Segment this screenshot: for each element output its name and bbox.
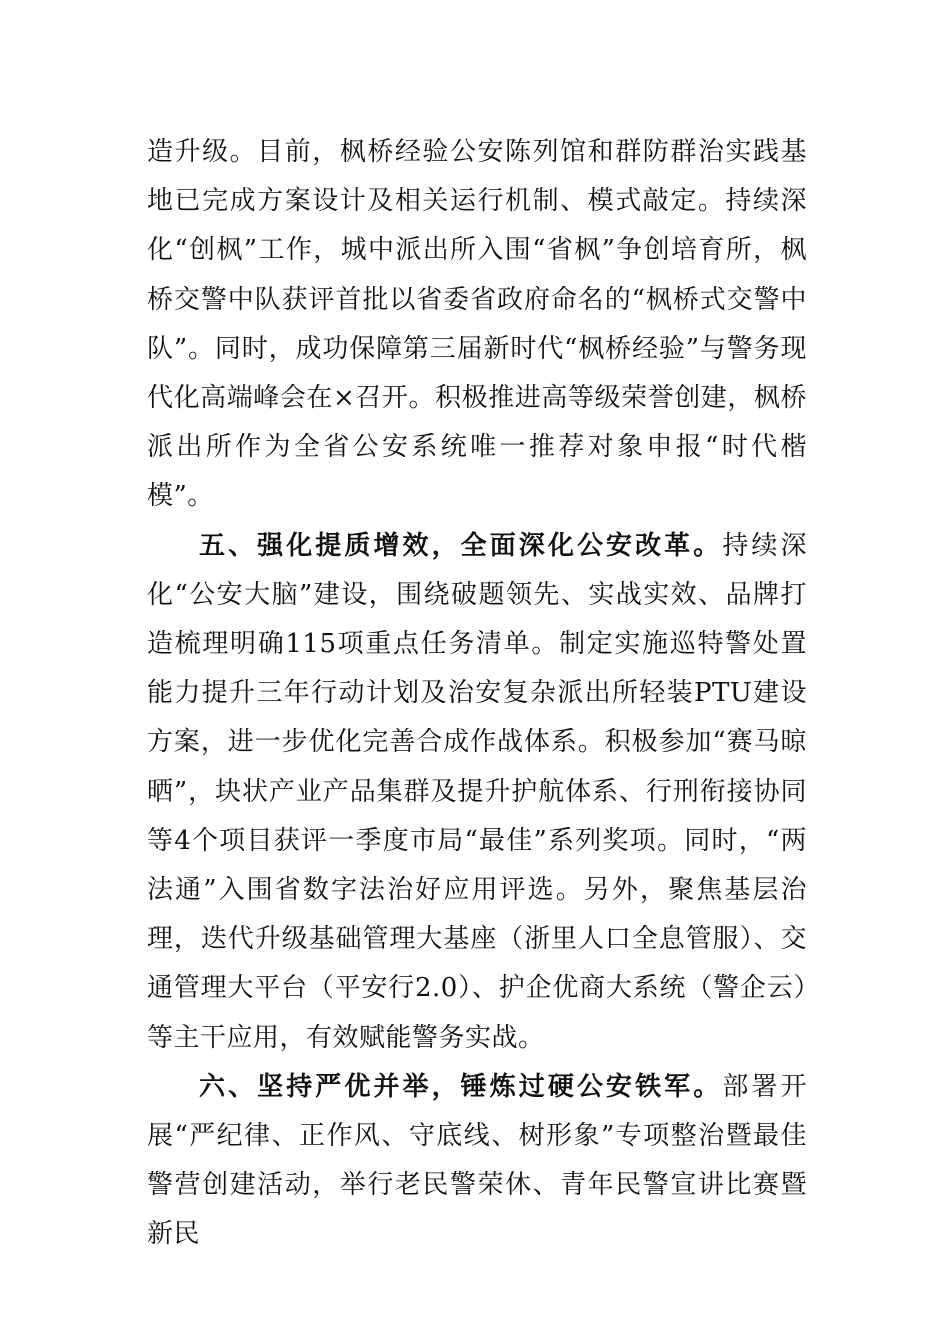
document-body: [147, 128, 807, 1260]
paragraph-section-6: [147, 1063, 807, 1260]
paragraph-text: 持续深化“公安大脑”建设，围绕破题领先、实战实效、品牌打造梳理明确115项重点任务清单。制定实施巡特警处置能力提升三年行动计划及治安复杂派出所轻装PTU建设方案，进一步优化完善合成作战体系。积极参加“赛马晾晒”，块状产业产品集群及提升护航体系、行刑衔接协同等4个项目获评一季度市局“最佳”系列奖项。同时，“两法通”入围省数字法治好应用评选。另外，聚焦基层治理，迭代升级基础管理大基座（浙里人口全息管服）、交通管理大平台（平安行2.0）、护企优商大系统（警企云）等主干应用，有效赋能警务实战。: [147, 530, 807, 1053]
paragraph-text: 部署开展“严纪律、正作风、守底线、树形象”专项整治暨最佳警营创建活动，举行老民警荣休、青年民警宣讲比赛暨新民: [147, 1071, 807, 1250]
paragraph-section-5: [147, 522, 807, 1063]
paragraph-continuation: [147, 128, 807, 522]
paragraph-text: 造升级。目前，枫桥经验公安陈列馆和群防群治实践基地已完成方案设计及相关运行机制、模式敲定。持续深化“创枫”工作，城中派出所入围“省枫”争创培育所，枫桥交警中队获评首批以省委省政府命名的“枫桥式交警中队”。同时，成功保障第三届新时代“枫桥经验”与警务现代化高端峰会在×召开。积极推进高等级荣誉创建，枫桥派出所作为全省公安系统唯一推荐对象申报“时代楷模”。: [147, 137, 807, 512]
section-heading: 六、坚持严优并举，锤炼过硬公安铁军。: [199, 1071, 723, 1102]
section-heading: 五、强化提质增效，全面深化公安改革。: [199, 530, 723, 561]
